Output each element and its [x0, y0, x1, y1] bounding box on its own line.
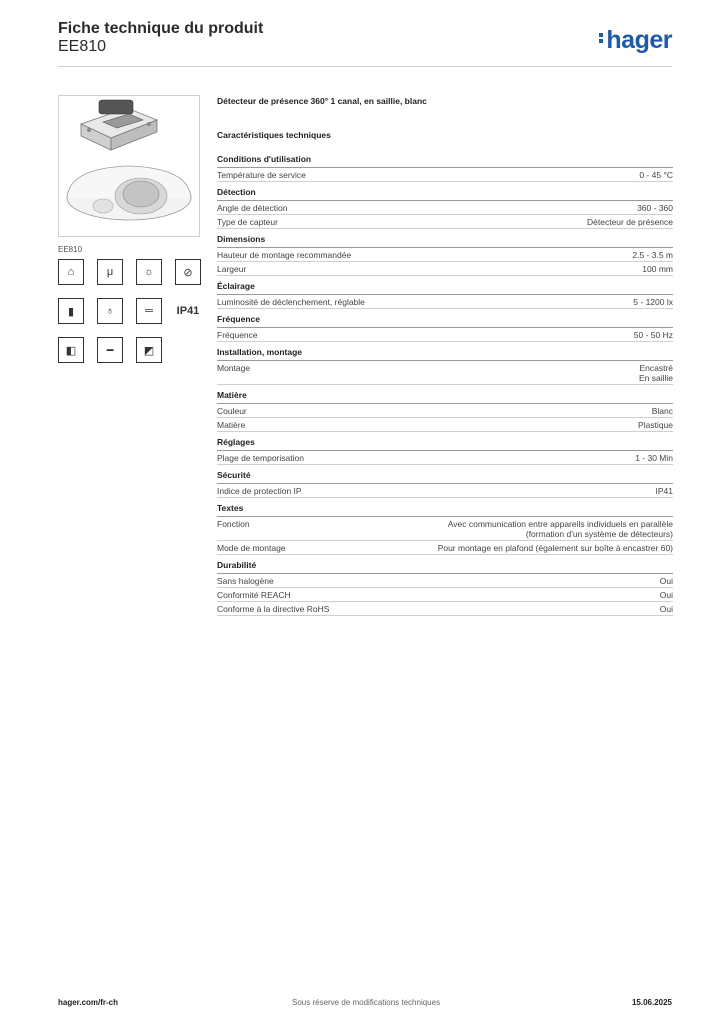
spec-value	[660, 576, 673, 586]
image-caption: EE810	[58, 245, 83, 254]
spec-value	[632, 250, 673, 260]
spec-label: Conforme à la directive RoHS	[217, 604, 330, 614]
spec-row	[217, 361, 673, 385]
spec-value-line: En saillie	[638, 373, 673, 383]
spec-section	[217, 390, 673, 432]
spec-value	[438, 543, 673, 553]
spec-label: Mode de montage	[217, 543, 286, 553]
spec-label: Largeur	[217, 264, 247, 274]
spec-label: Température de service	[217, 170, 306, 180]
spec-section	[217, 347, 673, 385]
spec-label: Fréquence	[217, 330, 258, 340]
spec-label: Indice de protection IP	[217, 486, 302, 496]
spec-section	[217, 437, 673, 465]
spec-row	[217, 541, 673, 555]
presence-detector-illustration	[59, 96, 199, 236]
section-title: Réglages	[217, 437, 673, 451]
spec-section	[217, 314, 673, 342]
spec-label: Matière	[217, 420, 246, 430]
spec-value-line: 5 - 1200 lx	[633, 297, 673, 307]
led-strip-icon: ═	[136, 298, 162, 324]
page-title: Fiche technique du produit	[58, 20, 264, 37]
spec-value	[639, 170, 673, 180]
spec-section	[217, 154, 673, 182]
footer-disclaimer: Sous réserve de modifications techniques	[292, 998, 441, 1007]
spec-value	[660, 604, 673, 614]
section-title: Matière	[217, 390, 673, 404]
product-description: Détecteur de présence 360° 1 canal, en saillie, blanc	[217, 96, 427, 106]
spec-value-line: Oui	[659, 576, 673, 586]
spec-label: Montage	[217, 363, 251, 373]
spec-sections	[217, 154, 673, 616]
spec-section	[217, 503, 673, 555]
hager-logo	[599, 26, 672, 55]
logo-dots-icon	[599, 31, 604, 45]
spec-value-line: 100 mm	[642, 264, 673, 274]
dimmer-icon: ⊘	[175, 259, 201, 285]
characteristics-title: Caractéristiques techniques	[217, 130, 331, 140]
spec-section	[217, 470, 673, 498]
spec-label: Fonction	[217, 519, 250, 529]
header-divider	[58, 66, 672, 67]
section-title: Sécurité	[217, 470, 673, 484]
spec-value	[637, 203, 673, 213]
spec-value-line: 2.5 - 3.5 m	[632, 250, 673, 260]
product-reference: EE810	[58, 38, 107, 55]
spec-value-line: Détecteur de présence	[587, 217, 673, 227]
micro-switch-icon: μ	[97, 259, 123, 285]
energy-lamp-icon: ☼	[136, 259, 162, 285]
spec-value-line: IP41	[655, 486, 673, 496]
spec-label: Sans halogène	[217, 576, 274, 586]
transformer-icon: ◧	[58, 337, 84, 363]
spec-row	[217, 418, 673, 432]
spec-label: Conformité REACH	[217, 590, 291, 600]
section-title: Dimensions	[217, 234, 673, 248]
spec-value	[639, 363, 673, 383]
spec-row	[217, 248, 673, 262]
spec-value-line: 0 - 45 °C	[639, 170, 673, 180]
spec-row	[217, 295, 673, 309]
spec-value	[587, 217, 673, 227]
spec-row	[217, 451, 673, 465]
spec-label: Luminosité de déclenchement, réglable	[217, 297, 365, 307]
spec-value	[642, 264, 673, 274]
spec-section	[217, 234, 673, 276]
spec-value	[635, 453, 673, 463]
spec-value	[448, 519, 673, 539]
spec-value-line: 1 - 30 Min	[635, 453, 673, 463]
logo-text: hager	[606, 26, 672, 54]
spec-row	[217, 574, 673, 588]
spec-value-line: Encastré	[639, 363, 673, 373]
spec-section	[217, 281, 673, 309]
spec-label: Type de capteur	[217, 217, 278, 227]
spec-row	[217, 168, 673, 182]
spec-row	[217, 215, 673, 229]
spec-value	[660, 590, 673, 600]
spec-row	[217, 328, 673, 342]
ceiling-mount-icon: ⌂	[58, 259, 84, 285]
bulb-icon: ♁	[97, 298, 123, 324]
section-title: Textes	[217, 503, 673, 517]
section-title: Installation, montage	[217, 347, 673, 361]
fluorescent-tube-icon: ▮	[58, 298, 84, 324]
spec-value	[633, 297, 673, 307]
spec-value	[634, 330, 673, 340]
footer-date: 15.06.2025	[631, 998, 672, 1007]
spec-value-line: Plastique	[638, 420, 673, 430]
spec-label: Hauteur de montage recommandée	[217, 250, 352, 260]
spec-row	[217, 201, 673, 215]
spec-value-line: Oui	[659, 590, 673, 600]
spec-row	[217, 404, 673, 418]
section-title: Durabilité	[217, 560, 673, 574]
spec-value-line: Pour montage en plafond (également sur boîte à encastrer 60)	[437, 543, 673, 553]
spec-row	[217, 602, 673, 616]
product-image	[58, 95, 200, 237]
spec-value-line: Avec communication entre appareils individuels en parallèle	[447, 519, 673, 529]
section-title: Conditions d'utilisation	[217, 154, 673, 168]
motor-icon: ◩	[136, 337, 162, 363]
spec-value-line: 360 - 360	[637, 203, 673, 213]
spec-label: Plage de temporisation	[217, 453, 304, 463]
section-title: Fréquence	[217, 314, 673, 328]
ip41-icon: IP41	[176, 305, 200, 317]
spec-row	[217, 588, 673, 602]
spec-row	[217, 517, 673, 541]
technical-sheet	[217, 96, 673, 621]
spec-value	[652, 406, 673, 416]
spec-label: Couleur	[217, 406, 247, 416]
spec-value	[656, 486, 674, 496]
spec-row	[217, 262, 673, 276]
spec-value	[638, 420, 673, 430]
footer-website[interactable]: hager.com/fr-ch	[58, 998, 119, 1007]
section-title: Éclairage	[217, 281, 673, 295]
spec-value-line: 50 - 50 Hz	[633, 330, 673, 340]
spec-value-line: (formation d'un système de détecteurs)	[525, 529, 673, 539]
spec-label: Angle de détection	[217, 203, 288, 213]
spec-section	[217, 187, 673, 229]
spec-row	[217, 484, 673, 498]
tube-lamp-icon: ━	[97, 337, 123, 363]
spec-section	[217, 560, 673, 616]
spec-value-line: Blanc	[651, 406, 673, 416]
section-title: Détection	[217, 187, 673, 201]
spec-value-line: Oui	[659, 604, 673, 614]
